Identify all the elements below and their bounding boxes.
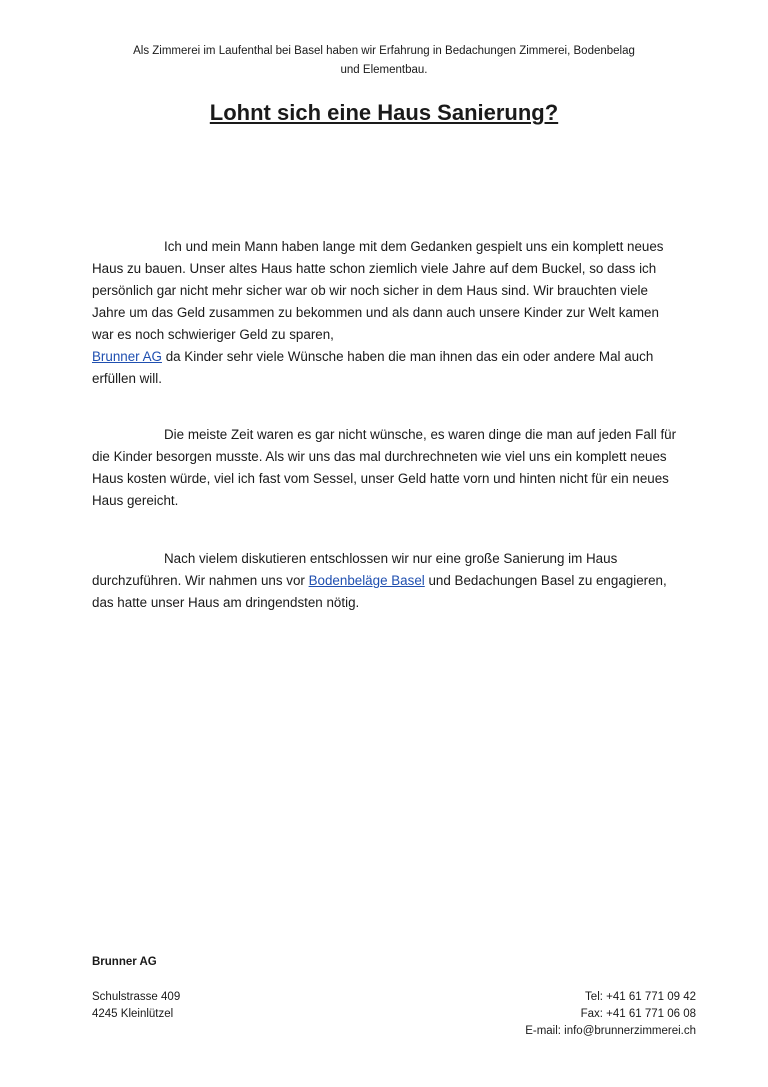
link-bodenbelaege-basel[interactable]: Bodenbeläge Basel <box>308 573 425 588</box>
page-header <box>92 42 676 80</box>
paragraph-1 <box>92 236 682 390</box>
paragraph-1-text-b: da Kinder sehr viele Wünsche haben die man ihnen das ein oder andere Mal auch erfüllen will. <box>92 349 654 386</box>
link-brunner-ag[interactable]: Brunner AG <box>92 349 162 364</box>
header-line-2: und Elementbau. <box>340 64 428 76</box>
footer-street: Schulstrasse 409 <box>92 991 181 1003</box>
paragraph-1-text-a: Ich und mein Mann haben lange mit dem Gedanken gespielt uns ein komplett neues Haus zu bauen. Unser altes Haus hatte schon ziemlich viele Jahre auf dem Buckel, so dass ich persönlich gar nicht mehr sicher war ob wir noch sicher in dem Haus sind. Wir brauchten viele Jahre um das Geld zusammen zu bekommen und als dann auch unsere Kinder zur Welt kamen war es noch schwieriger Geld zu sparen, <box>92 239 664 342</box>
footer-tel: Tel: +41 61 771 09 42 <box>585 991 696 1003</box>
header-line-1: Als Zimmerei im Laufenthal bei Basel haben wir Erfahrung in Bedachungen Zimmerei, Bodenbelag <box>133 45 635 57</box>
paragraph-2 <box>92 424 682 512</box>
paragraph-2-text: Die meiste Zeit waren es gar nicht wünsche, es waren dinge die man auf jeden Fall für die Kinder besorgen musste. Als wir uns das mal durchrechneten wie viel uns ein komplett neues Haus kosten würde, viel ich fast vom Sessel, unser Geld hatte vorn und hinten nicht für ein neues Haus gereicht. <box>92 427 677 508</box>
paragraph-3-text-b: und Bedachungen Basel zu engagieren, das hatte unser Haus am dringendsten nötig. <box>92 573 667 610</box>
footer-contact <box>525 989 696 1040</box>
footer-fax: Fax: +41 61 771 06 08 <box>580 1008 696 1020</box>
footer-company-name: Brunner AG <box>92 956 157 968</box>
paragraph-3-text-a: Nach vielem diskutieren entschlossen wir nur eine große Sanierung im Haus durchzuführen. Wir nahmen uns vor <box>92 551 618 588</box>
footer-city: 4245 Kleinlützel <box>92 1008 174 1020</box>
page-title: Lohnt sich eine Haus Sanierung? <box>209 100 559 125</box>
footer-address <box>92 989 180 1023</box>
paragraph-3 <box>92 548 682 614</box>
footer-email: E-mail: info@brunnerzimmerei.ch <box>525 1025 696 1037</box>
